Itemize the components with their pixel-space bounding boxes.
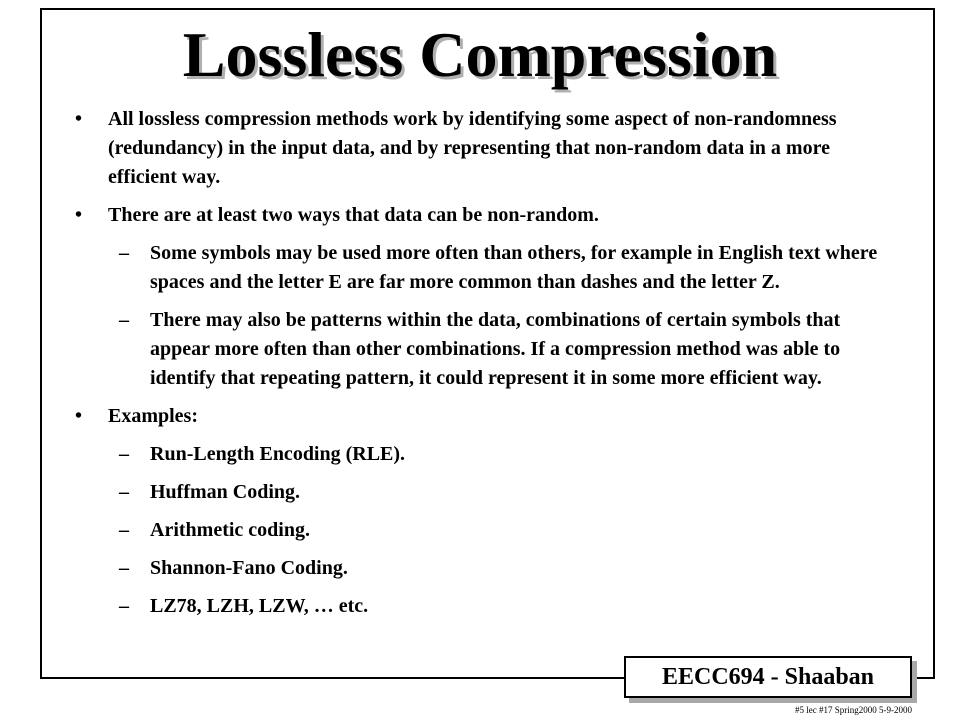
dash-marker: –	[119, 481, 129, 503]
bullet-item	[75, 402, 885, 431]
sub-bullet-text: Run-Length Encoding (RLE).	[150, 443, 406, 465]
sub-bullet-item	[75, 516, 885, 545]
bullet-text: There are at least two ways that data can be non-random.	[108, 204, 599, 226]
sub-bullet-item	[75, 478, 885, 507]
bullet-marker: •	[75, 108, 83, 130]
bullet-text: All lossless compression methods work by identifying some aspect of non-randomness (redundancy) in the input data, and by representing that non-random data in a more efficient way.	[108, 108, 837, 188]
bullet-text: Examples:	[108, 405, 198, 427]
dash-marker: –	[119, 443, 129, 465]
bullet-marker: •	[75, 204, 83, 226]
sub-bullet-text: Shannon-Fano Coding.	[150, 557, 348, 579]
bullet-item	[75, 201, 885, 230]
sub-bullet-item	[75, 440, 885, 469]
dash-marker: –	[119, 595, 129, 617]
sub-bullet-item	[75, 306, 885, 393]
sub-bullet-text: Arithmetic coding.	[150, 519, 310, 541]
bullet-item	[75, 105, 885, 192]
dash-marker: –	[119, 309, 129, 331]
bullet-marker: •	[75, 405, 83, 427]
sub-bullet-text: Some symbols may be used more often than others, for example in English text where spaces and the letter E are far more common than dashes and the letter Z.	[150, 242, 878, 293]
sub-bullet-text: There may also be patterns within the data, combinations of certain symbols that appear more often than other combinations. If a compression method was able to identify that repeating pattern, it could represent it in some more efficient way.	[150, 309, 841, 389]
sub-bullet-text: Huffman Coding.	[150, 481, 301, 503]
slide-title: Lossless Compression	[182, 19, 778, 90]
sub-bullet-text: LZ78, LZH, LZW, … etc.	[150, 595, 369, 617]
slide-footer: #5 lec #17 Spring2000 5-9-2000	[795, 705, 912, 715]
dash-marker: –	[119, 557, 129, 579]
author-badge: EECC694 - Shaaban	[624, 656, 912, 698]
sub-bullet-item	[75, 554, 885, 583]
sub-bullet-item	[75, 239, 885, 297]
slide-body	[75, 105, 885, 630]
dash-marker: –	[119, 242, 129, 264]
dash-marker: –	[119, 519, 129, 541]
sub-bullet-item	[75, 592, 885, 621]
